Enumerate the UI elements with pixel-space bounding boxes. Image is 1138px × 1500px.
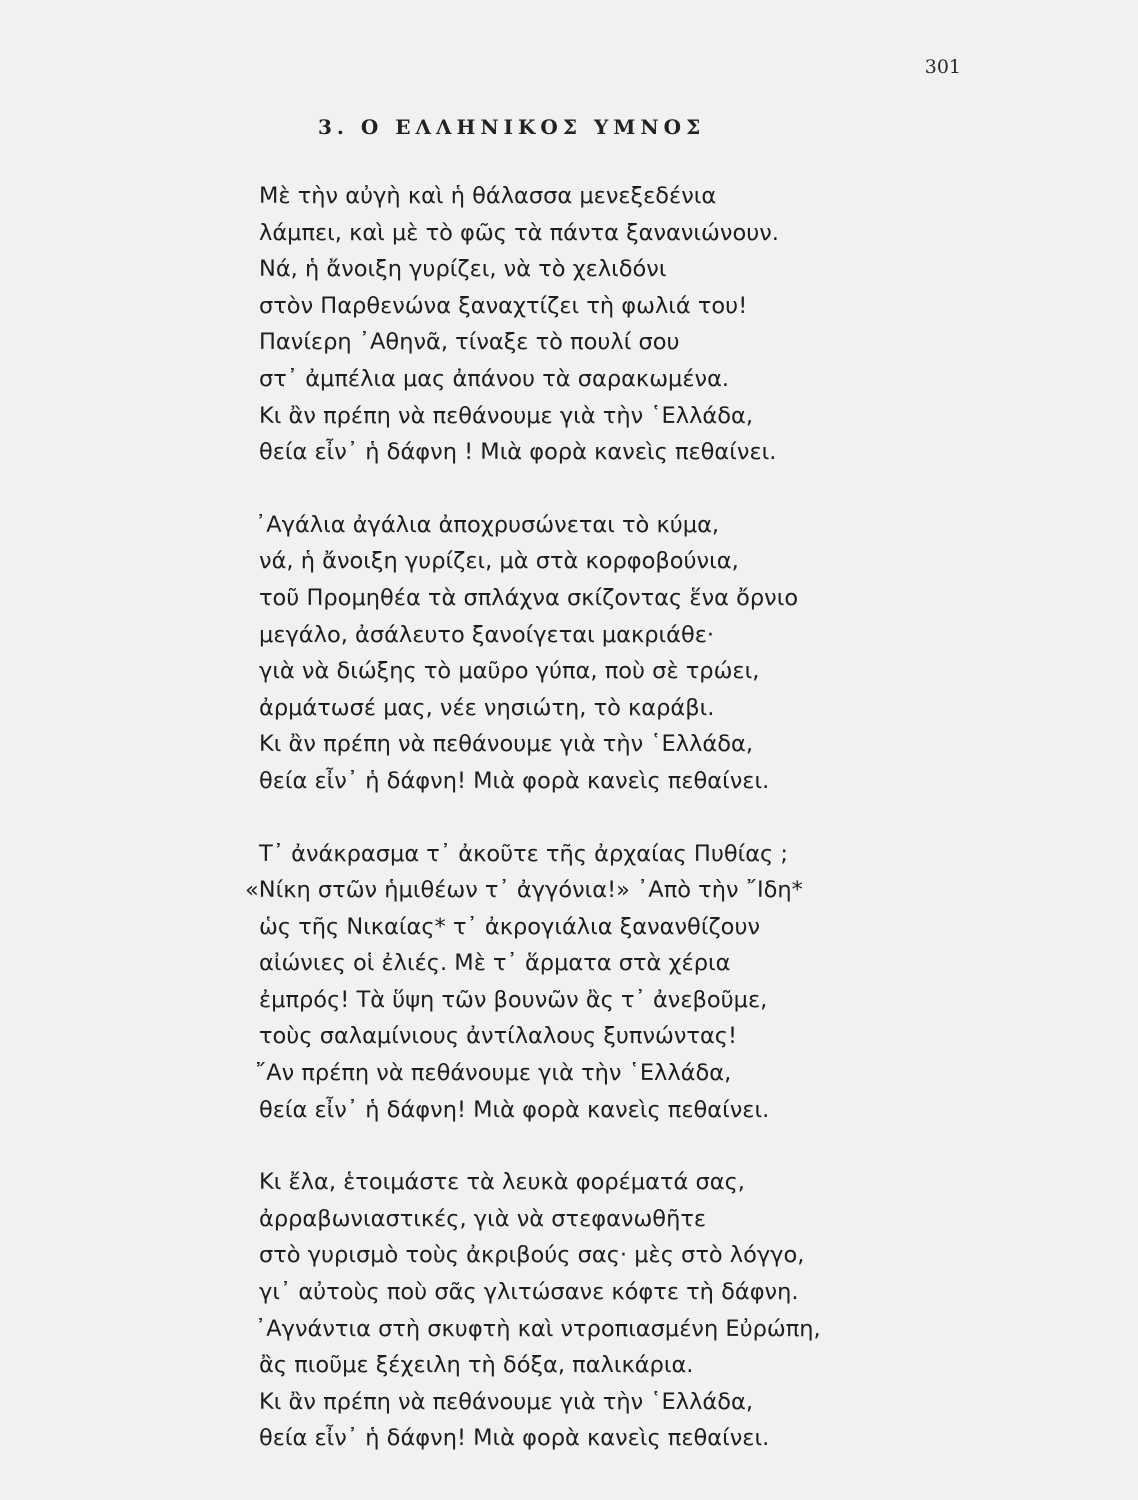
poem-refrain-line: Κι ἂν πρέπη νὰ πεθάνουμε γιὰ τὴν ῾Ελλάδα, bbox=[259, 731, 753, 758]
poem-line: Κι ἔλα, ἑτοιμάστε τὰ λευκὰ φορέματά σας, bbox=[259, 1169, 745, 1196]
poem-refrain-line: θεία εἶν᾿ ἡ δάφνη ! Μιὰ φορὰ κανεὶς πεθαίνει. bbox=[259, 439, 777, 466]
poem-refrain-line: Κι ἂν πρέπη νὰ πεθάνουμε γιὰ τὴν ῾Ελλάδα, bbox=[259, 1388, 753, 1415]
poem-line: ἐμπρός! Τὰ ὕψη τῶν βουνῶν ἂς τ᾿ ἀνεβοῦμε, bbox=[259, 986, 768, 1013]
poem-line: γιὰ νὰ διώξης τὸ μαῦρο γύπα, ποὺ σὲ τρώει, bbox=[259, 658, 760, 685]
poem-line: ἀρμάτωσέ μας, νέε νησιώτη, τὸ καράβι. bbox=[259, 694, 715, 721]
poem-line: τοῦ Προμηθέα τὰ σπλάχνα σκίζοντας ἕνα ὄρνιο bbox=[259, 584, 799, 611]
poem-body bbox=[0, 178, 1138, 1493]
poem-line: ἂς πιοῦμε ξέχειλη τὴ δόξα, παλικάρια. bbox=[259, 1352, 694, 1379]
poem-title: 3. Ο ΕΛΛΗΝΙΚΟΣ ΥΜΝΟΣ bbox=[318, 115, 706, 139]
poem-line: Πανίερη ᾿Αθηνᾶ, τίναξε τὸ πουλί σου bbox=[259, 329, 680, 356]
stanza-1 bbox=[0, 178, 1138, 471]
poem-line: ᾿Αγάλια ἀγάλια ἀποχρυσώνεται τὸ κύμα, bbox=[255, 511, 720, 538]
stanza-4 bbox=[0, 1164, 1138, 1457]
poem-line: «Νίκη στῶν ἡμιθέων τ᾿ ἀγγόνια!» ᾿Απὸ τὴν ῎Ιδη* bbox=[245, 877, 803, 904]
poem-line: λάμπει, καὶ μὲ τὸ φῶς τὰ πάντα ξανανιώνουν. bbox=[259, 219, 779, 246]
poem-line: ὡς τῆς Νικαίας* τ᾿ ἀκρογιάλια ξανανθίζουν bbox=[259, 913, 761, 940]
poem-line: αἰώνιες οἱ ἐλιές. Μὲ τ᾿ ἅρματα στὰ χέρια bbox=[259, 950, 731, 977]
poem-refrain-line: θεία εἶν᾿ ἡ δάφνη! Μιὰ φορὰ κανεὶς πεθαίνει. bbox=[259, 1096, 770, 1123]
poem-line: Μὲ τὴν αὐγὴ καὶ ἡ θάλασσα μενεξεδένια bbox=[259, 183, 717, 209]
poem-refrain-line: ῎Αν πρέπη νὰ πεθάνουμε γιὰ τὴν ῾Ελλάδα, bbox=[255, 1060, 732, 1087]
stanza-3 bbox=[0, 836, 1138, 1129]
poem-line: Νά, ἡ ἄνοιξη γυρίζει, νὰ τὸ χελιδόνι bbox=[259, 256, 667, 283]
poem-line: μεγάλο, ἀσάλευτο ξανοίγεται μακριάθε· bbox=[259, 621, 715, 648]
poem-line: τοὺς σαλαμίνιους ἀντίλαλους ξυπνώντας! bbox=[259, 1023, 738, 1050]
poem-refrain-line: Κι ἂν πρέπη νὰ πεθάνουμε γιὰ τὴν ῾Ελλάδα, bbox=[259, 402, 753, 429]
poem-refrain-line: θεία εἶν᾿ ἡ δάφνη! Μιὰ φορὰ κανεὶς πεθαίνει. bbox=[259, 767, 770, 794]
page-number: 301 bbox=[924, 56, 961, 78]
poem-line: στὸν Παρθενώνα ξαναχτίζει τὴ φωλιά του! bbox=[259, 292, 748, 319]
poem-line: γι᾿ αὐτοὺς ποὺ σᾶς γλιτώσανε κόφτε τὴ δάφνη. bbox=[259, 1279, 799, 1306]
poem-line: Τ᾿ ἀνάκρασμα τ᾿ ἀκοῦτε τῆς ἀρχαίας Πυθίας ; bbox=[259, 840, 788, 867]
poem-line: στ᾿ ἀμπέλια μας ἀπάνου τὰ σαρακωμένα. bbox=[259, 365, 730, 392]
poem-refrain-line: θεία εἶν᾿ ἡ δάφνη! Μιὰ φορὰ κανεὶς πεθαίνει. bbox=[259, 1425, 770, 1452]
stanza-2 bbox=[0, 507, 1138, 800]
poem-line: ᾿Αγνάντια στὴ σκυφτὴ καὶ ντροπιασμένη Εὐρώπη, bbox=[255, 1315, 821, 1342]
poem-line: νά, ἡ ἄνοιξη γυρίζει, μὰ στὰ κορφοβούνια, bbox=[259, 548, 739, 575]
poem-line: στὸ γυρισμὸ τοὺς ἀκριβούς σας· μὲς στὸ λόγγο, bbox=[259, 1242, 805, 1269]
poem-line: ἀρραβωνιαστικές, γιὰ νὰ στεφανωθῆτε bbox=[259, 1205, 707, 1232]
